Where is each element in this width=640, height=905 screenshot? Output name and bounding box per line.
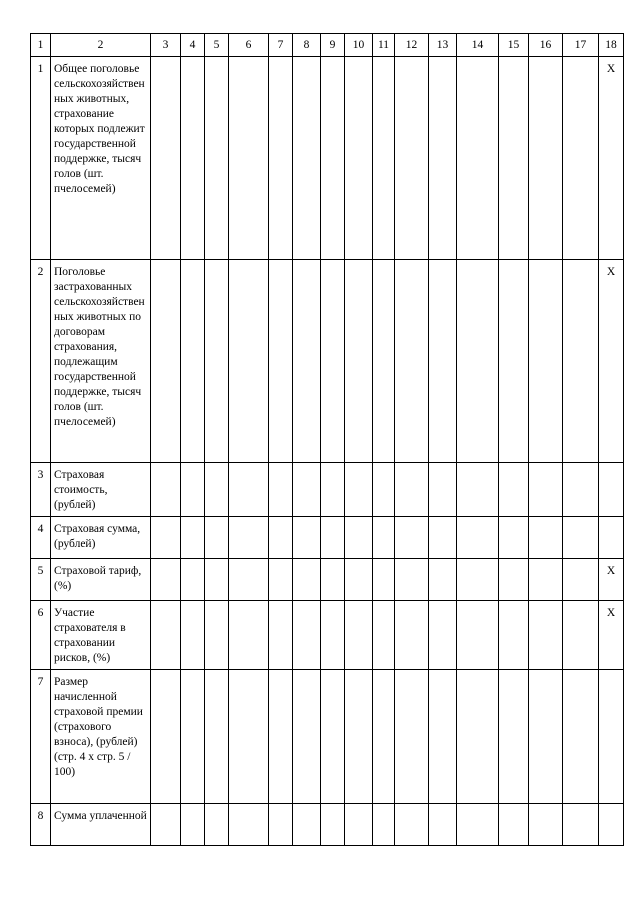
data-cell bbox=[395, 517, 429, 559]
data-cell bbox=[373, 517, 395, 559]
data-cell bbox=[181, 260, 205, 463]
data-cell bbox=[229, 57, 269, 260]
data-cell bbox=[293, 559, 321, 601]
data-cell bbox=[499, 559, 529, 601]
data-cell bbox=[229, 463, 269, 517]
data-cell bbox=[373, 601, 395, 670]
data-cell bbox=[269, 601, 293, 670]
row-number: 5 bbox=[31, 559, 51, 601]
column-header: 3 bbox=[151, 34, 181, 57]
data-cell bbox=[269, 804, 293, 846]
data-cell bbox=[293, 463, 321, 517]
column-header: 10 bbox=[345, 34, 373, 57]
row-number: 1 bbox=[31, 57, 51, 260]
column-header: 2 bbox=[51, 34, 151, 57]
data-cell bbox=[269, 57, 293, 260]
table-row bbox=[31, 559, 624, 601]
data-cell bbox=[229, 517, 269, 559]
table-row bbox=[31, 601, 624, 670]
data-cell bbox=[269, 670, 293, 804]
data-cell bbox=[181, 517, 205, 559]
data-cell bbox=[563, 601, 599, 670]
table-row bbox=[31, 517, 624, 559]
data-cell bbox=[563, 559, 599, 601]
data-cell bbox=[181, 463, 205, 517]
data-cell bbox=[457, 601, 499, 670]
data-cell bbox=[321, 260, 345, 463]
data-cell bbox=[293, 601, 321, 670]
data-cell bbox=[563, 517, 599, 559]
data-cell bbox=[151, 260, 181, 463]
data-cell bbox=[181, 804, 205, 846]
column-header: 16 bbox=[529, 34, 563, 57]
data-cell bbox=[229, 260, 269, 463]
data-cell bbox=[599, 517, 624, 559]
table-row bbox=[31, 260, 624, 463]
data-cell bbox=[345, 517, 373, 559]
data-cell bbox=[529, 517, 563, 559]
column-header: 17 bbox=[563, 34, 599, 57]
data-cell bbox=[529, 463, 563, 517]
data-cell bbox=[499, 517, 529, 559]
data-cell bbox=[229, 601, 269, 670]
data-cell bbox=[293, 517, 321, 559]
column-header: 8 bbox=[293, 34, 321, 57]
data-cell bbox=[269, 559, 293, 601]
data-cell bbox=[429, 601, 457, 670]
data-cell bbox=[395, 804, 429, 846]
data-cell bbox=[269, 260, 293, 463]
data-cell bbox=[529, 804, 563, 846]
data-cell bbox=[395, 559, 429, 601]
data-cell bbox=[269, 517, 293, 559]
data-cell bbox=[373, 559, 395, 601]
column-header: 11 bbox=[373, 34, 395, 57]
data-cell bbox=[229, 670, 269, 804]
data-cell bbox=[499, 601, 529, 670]
data-cell bbox=[373, 57, 395, 260]
data-cell bbox=[373, 260, 395, 463]
data-cell bbox=[499, 260, 529, 463]
data-cell bbox=[293, 260, 321, 463]
data-cell bbox=[599, 804, 624, 846]
row-number: 7 bbox=[31, 670, 51, 804]
data-cell bbox=[321, 804, 345, 846]
data-cell bbox=[429, 463, 457, 517]
data-cell bbox=[229, 559, 269, 601]
not-applicable-mark: X bbox=[599, 260, 624, 463]
row-number: 8 bbox=[31, 804, 51, 846]
data-cell bbox=[395, 260, 429, 463]
data-cell bbox=[345, 670, 373, 804]
data-cell bbox=[599, 670, 624, 804]
data-cell bbox=[151, 463, 181, 517]
data-cell bbox=[395, 670, 429, 804]
data-cell bbox=[563, 260, 599, 463]
data-cell bbox=[151, 57, 181, 260]
data-cell bbox=[395, 601, 429, 670]
data-cell bbox=[457, 559, 499, 601]
data-cell bbox=[529, 559, 563, 601]
data-cell bbox=[599, 463, 624, 517]
row-label: Страховой тариф, (%) bbox=[51, 559, 151, 601]
data-cell bbox=[321, 463, 345, 517]
data-cell bbox=[457, 804, 499, 846]
not-applicable-mark: X bbox=[599, 57, 624, 260]
data-cell bbox=[457, 57, 499, 260]
data-cell bbox=[151, 670, 181, 804]
row-label: Сумма уплаченной bbox=[51, 804, 151, 846]
row-label: Общее поголовье сельскохозяйственных животных, страхование которых подлежит государственной поддержке, тысяч голов (шт. пчелосемей) bbox=[51, 57, 151, 260]
data-cell bbox=[429, 804, 457, 846]
column-header: 6 bbox=[229, 34, 269, 57]
data-cell bbox=[205, 260, 229, 463]
column-number-row bbox=[31, 34, 624, 57]
data-cell bbox=[321, 57, 345, 260]
data-cell bbox=[499, 670, 529, 804]
column-header: 13 bbox=[429, 34, 457, 57]
column-header: 15 bbox=[499, 34, 529, 57]
row-label: Участие страхователя в страховании рисков, (%) bbox=[51, 601, 151, 670]
column-header: 7 bbox=[269, 34, 293, 57]
data-cell bbox=[373, 463, 395, 517]
data-cell bbox=[181, 57, 205, 260]
data-cell bbox=[345, 804, 373, 846]
data-cell bbox=[563, 463, 599, 517]
data-cell bbox=[563, 670, 599, 804]
row-label: Страховая стоимость, (рублей) bbox=[51, 463, 151, 517]
data-cell bbox=[321, 559, 345, 601]
data-cell bbox=[151, 517, 181, 559]
data-cell bbox=[321, 670, 345, 804]
data-cell bbox=[429, 559, 457, 601]
data-cell bbox=[345, 559, 373, 601]
column-header: 14 bbox=[457, 34, 499, 57]
data-cell bbox=[151, 804, 181, 846]
column-header: 18 bbox=[599, 34, 624, 57]
row-number: 4 bbox=[31, 517, 51, 559]
data-cell bbox=[429, 517, 457, 559]
data-cell bbox=[499, 57, 529, 260]
data-cell bbox=[429, 670, 457, 804]
data-cell bbox=[151, 559, 181, 601]
data-cell bbox=[321, 601, 345, 670]
data-cell bbox=[293, 57, 321, 260]
data-cell bbox=[345, 57, 373, 260]
row-label: Страховая сумма, (рублей) bbox=[51, 517, 151, 559]
data-cell bbox=[529, 260, 563, 463]
data-cell bbox=[321, 517, 345, 559]
column-header: 9 bbox=[321, 34, 345, 57]
data-cell bbox=[205, 517, 229, 559]
data-cell bbox=[151, 601, 181, 670]
data-cell bbox=[395, 57, 429, 260]
data-cell bbox=[563, 57, 599, 260]
table-row bbox=[31, 670, 624, 804]
table-body bbox=[31, 34, 624, 846]
data-cell bbox=[499, 804, 529, 846]
table-row bbox=[31, 57, 624, 260]
data-cell bbox=[499, 463, 529, 517]
data-cell bbox=[429, 260, 457, 463]
data-cell bbox=[373, 804, 395, 846]
row-number: 2 bbox=[31, 260, 51, 463]
data-cell bbox=[345, 601, 373, 670]
data-cell bbox=[529, 601, 563, 670]
column-header: 12 bbox=[395, 34, 429, 57]
data-cell bbox=[457, 517, 499, 559]
not-applicable-mark: X bbox=[599, 559, 624, 601]
data-cell bbox=[181, 601, 205, 670]
insurance-data-table bbox=[30, 33, 624, 846]
data-cell bbox=[205, 670, 229, 804]
data-cell bbox=[205, 601, 229, 670]
row-number: 3 bbox=[31, 463, 51, 517]
data-cell bbox=[205, 463, 229, 517]
data-cell bbox=[395, 463, 429, 517]
data-cell bbox=[457, 463, 499, 517]
row-label: Размер начисленной страховой премии (страхового взноса), (рублей) (стр. 4 х стр. 5 / 100) bbox=[51, 670, 151, 804]
data-cell bbox=[205, 57, 229, 260]
data-cell bbox=[429, 57, 457, 260]
data-cell bbox=[457, 260, 499, 463]
data-cell bbox=[205, 559, 229, 601]
column-header: 4 bbox=[181, 34, 205, 57]
data-cell bbox=[457, 670, 499, 804]
data-cell bbox=[529, 57, 563, 260]
data-cell bbox=[563, 804, 599, 846]
data-cell bbox=[205, 804, 229, 846]
not-applicable-mark: X bbox=[599, 601, 624, 670]
table-row bbox=[31, 804, 624, 846]
data-cell bbox=[181, 559, 205, 601]
row-label: Поголовье застрахованных сельскохозяйственных животных по договорам страхования, подлежащим государственной поддержке, тысяч голов (шт. пчелосемей) bbox=[51, 260, 151, 463]
table-row bbox=[31, 463, 624, 517]
data-cell bbox=[345, 260, 373, 463]
data-cell bbox=[229, 804, 269, 846]
row-number: 6 bbox=[31, 601, 51, 670]
data-cell bbox=[293, 804, 321, 846]
data-cell bbox=[181, 670, 205, 804]
data-cell bbox=[293, 670, 321, 804]
data-cell bbox=[529, 670, 563, 804]
data-cell bbox=[269, 463, 293, 517]
column-header: 1 bbox=[31, 34, 51, 57]
data-cell bbox=[373, 670, 395, 804]
column-header: 5 bbox=[205, 34, 229, 57]
data-cell bbox=[345, 463, 373, 517]
